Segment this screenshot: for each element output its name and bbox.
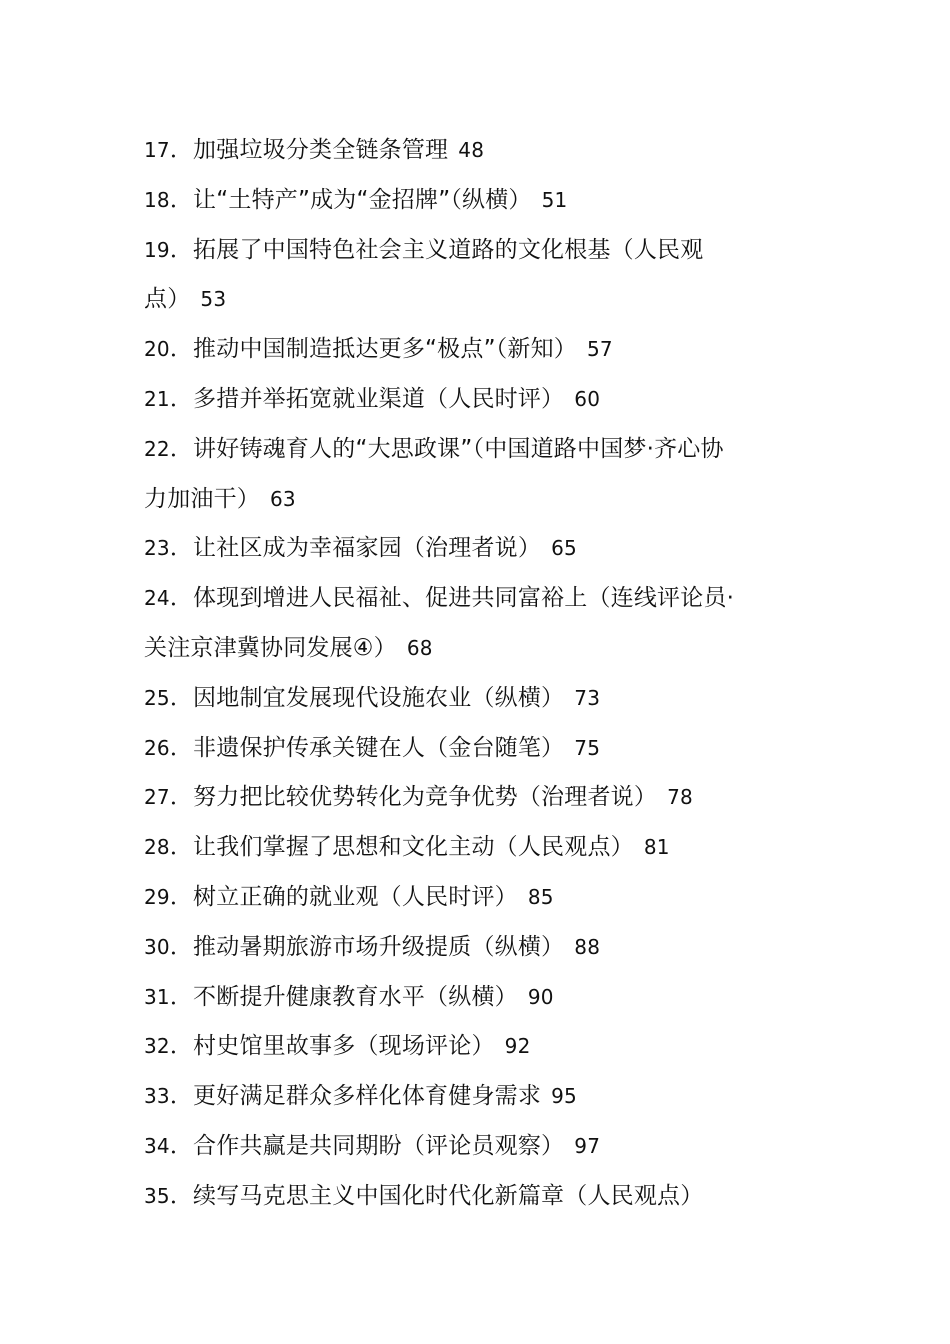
- toc-entry-page-number: 73: [574, 685, 601, 710]
- toc-entry-line: [144, 275, 812, 325]
- toc-entry-title: 力加油干）: [144, 485, 260, 512]
- toc-entry-number: 26: [144, 735, 170, 760]
- toc-entry-page-number: 63: [270, 486, 296, 511]
- toc-entry-page-number: 97: [574, 1133, 601, 1158]
- toc-entry-title: ．因地制宜发展现代设施农业（纵横）: [169, 684, 565, 711]
- toc-entry-number: 35: [144, 1183, 170, 1208]
- toc-entry-title: ．续写马克思主义中国化时代化新篇章（人民观点）: [169, 1182, 704, 1209]
- toc-entry-title: ．村史馆里故事多（现场评论）: [169, 1033, 495, 1060]
- toc-entry-title: 关注京津冀协同发展④）: [144, 634, 397, 661]
- toc-entry-page-number: 88: [574, 934, 601, 959]
- toc-entry-page-number: 90: [527, 984, 554, 1009]
- toc-entry-line: [144, 226, 812, 276]
- toc-entry-page-number: 75: [574, 735, 601, 760]
- toc-entry-page-number: 78: [667, 785, 693, 810]
- toc-entry-line: [144, 574, 812, 624]
- toc-entry-line: [144, 973, 812, 1023]
- toc-entry-title: ．让社区成为幸福家园（治理者说）: [169, 535, 542, 562]
- toc-entry-title: 点）: [144, 286, 191, 313]
- toc-entry-title: ．非遗保护传承关键在人（金台随笔）: [169, 734, 565, 761]
- toc-entry-page-number: 57: [587, 337, 613, 362]
- toc-entry-title: ．让“土特产”成为“金招牌”（纵横）: [169, 186, 532, 213]
- toc-entry-title: ．努力把比较优势转化为竞争优势（治理者说）: [169, 784, 658, 811]
- toc-entry-number: 23: [144, 536, 170, 561]
- toc-entry-page-number: 95: [551, 1084, 577, 1109]
- toc-entry-number: 19: [144, 237, 170, 262]
- toc-entry-line: [144, 823, 812, 873]
- toc-entry-page-number: 68: [406, 635, 433, 660]
- toc-entry-title: ．更好满足群众多样化体育健身需求: [169, 1083, 542, 1110]
- toc-entry-line: [144, 524, 812, 574]
- toc-entry-page-number: 92: [504, 1034, 531, 1059]
- table-of-contents: [144, 126, 812, 1222]
- toc-entry-line: [144, 425, 812, 475]
- toc-entry-title: ．让我们掌握了思想和文化主动（人民观点）: [169, 834, 634, 861]
- toc-entry-line: [144, 724, 812, 774]
- toc-entry-page-number: 65: [551, 536, 577, 561]
- toc-entry-page-number: 81: [643, 835, 670, 860]
- toc-entry-page-number: 53: [200, 287, 227, 312]
- toc-entry-number: 20: [144, 337, 170, 362]
- toc-entry-title: ．体现到增进人民福祉、促进共同富裕上（连线评论员·: [169, 585, 735, 612]
- toc-entry-number: 28: [144, 835, 170, 860]
- toc-entry-number: 31: [144, 984, 170, 1009]
- toc-entry-number: 18: [144, 187, 170, 212]
- toc-entry-line: [144, 1072, 812, 1122]
- toc-entry-title: ．树立正确的就业观（人民时评）: [169, 883, 518, 910]
- toc-entry-line: [144, 1122, 812, 1172]
- toc-entry-page-number: 60: [574, 386, 601, 411]
- toc-entry-title: ．讲好铸魂育人的“大思政课”（中国道路中国梦·齐心协: [169, 435, 724, 462]
- toc-entry-number: 25: [144, 685, 170, 710]
- toc-entry-line: [144, 176, 812, 226]
- toc-entry-title: ．多措并举拓宽就业渠道（人民时评）: [169, 385, 565, 412]
- toc-entry-line: [144, 674, 812, 724]
- toc-entry-line: [144, 475, 812, 525]
- toc-entry-line: [144, 1022, 812, 1072]
- toc-entry-title: ．推动中国制造抵达更多“极点”（新知）: [169, 336, 577, 363]
- toc-entry-line: [144, 1172, 812, 1222]
- toc-entry-number: 32: [144, 1034, 170, 1059]
- toc-entry-title: ．合作共赢是共同期盼（评论员观察）: [169, 1132, 565, 1159]
- toc-entry-line: [144, 624, 812, 674]
- toc-entry-number: 21: [144, 386, 170, 411]
- toc-entry-page-number: 51: [541, 187, 568, 212]
- toc-entry-title: ．推动暑期旅游市场升级提质（纵横）: [169, 933, 565, 960]
- toc-entry-number: 30: [144, 934, 170, 959]
- toc-entry-line: [144, 325, 812, 375]
- toc-entry-number: 29: [144, 884, 170, 909]
- toc-entry-title: ．不断提升健康教育水平（纵横）: [169, 983, 518, 1010]
- toc-entry-number: 33: [144, 1084, 170, 1109]
- toc-entry-line: [144, 873, 812, 923]
- toc-entry-number: 34: [144, 1133, 170, 1158]
- toc-entry-line: [144, 126, 812, 176]
- toc-entry-title: ．加强垃圾分类全链条管理: [169, 137, 449, 163]
- toc-entry-number: 17: [144, 138, 170, 162]
- toc-entry-page-number: 48: [458, 138, 485, 162]
- toc-entry-title: ．拓展了中国特色社会主义道路的文化根基（人民观: [169, 236, 704, 263]
- toc-entry-line: [144, 375, 812, 425]
- toc-entry-number: 22: [144, 436, 170, 461]
- toc-entry-number: 24: [144, 586, 170, 611]
- toc-entry-line: [144, 923, 812, 973]
- toc-entry-line: [144, 773, 812, 823]
- toc-entry-page-number: 85: [527, 884, 554, 909]
- toc-entry-number: 27: [144, 785, 170, 810]
